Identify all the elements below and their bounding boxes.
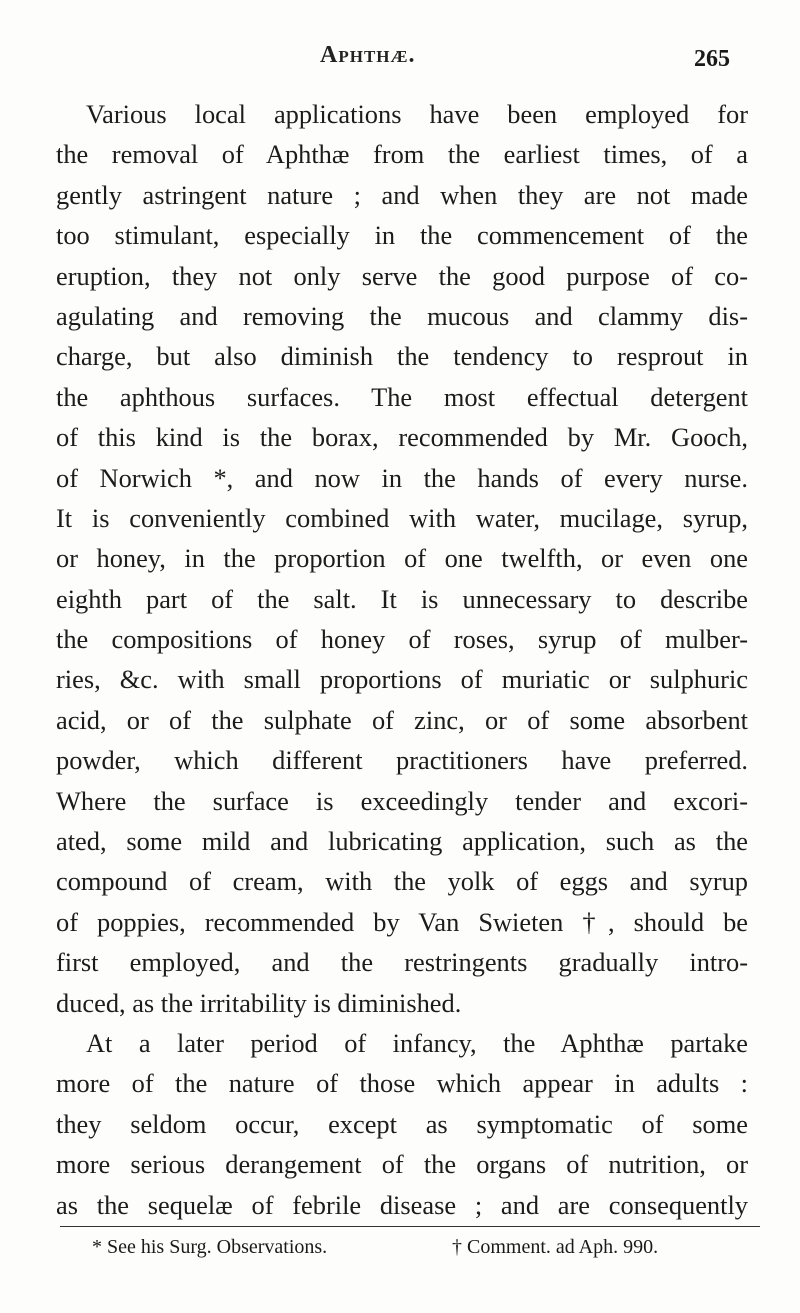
text-line: as the sequelæ of febrile disease ; and are consequently <box>56 1189 748 1220</box>
text-line: Where the surface is exceedingly tender and excori- <box>56 785 748 816</box>
body-text <box>56 94 748 1225</box>
text-line: gently astringent nature ; and when they are not made <box>56 179 748 210</box>
footnote-asterisk: * See his Surg. Observations. <box>92 1236 328 1258</box>
text-line: of Norwich *, and now in the hands of every nurse. <box>56 462 748 493</box>
text-line: more of the nature of those which appear in adults : <box>56 1068 748 1099</box>
text-line: or honey, in the proportion of one twelfth, or even one <box>56 543 748 574</box>
text-line: the aphthous surfaces. The most effectual detergent <box>56 381 748 412</box>
text-line: too stimulant, especially in the commencement of the <box>56 220 748 251</box>
text-line: ated, some mild and lubricating application, such as the <box>56 826 748 857</box>
text-line: the removal of Aphthæ from the earliest times, of a <box>56 139 748 170</box>
text-line: eighth part of the salt. It is unnecessary to describe <box>56 583 748 614</box>
footnotes <box>0 1236 800 1272</box>
text-line: acid, or of the sulphate of zinc, or of some absorbent <box>56 704 748 735</box>
text-line: ries, &c. with small proportions of muriatic or sulphuric <box>56 664 748 695</box>
running-title: Aphthæ. <box>320 42 416 68</box>
paragraph-2 <box>56 1023 748 1225</box>
text-line: they seldom occur, except as symptomatic of some <box>56 1108 748 1139</box>
text-line: the compositions of honey of roses, syrup of mulber- <box>56 624 748 655</box>
text-line: It is conveniently combined with water, mucilage, syrup, <box>56 502 748 533</box>
text-line: more serious derangement of the organs of nutrition, or <box>56 1149 748 1180</box>
text-line: of poppies, recommended by Van Swieten †, should be <box>56 906 748 937</box>
text-line: charge, but also diminish the tendency to resprout in <box>56 341 748 372</box>
text-line: eruption, they not only serve the good purpose of co- <box>56 260 748 291</box>
text-line: Various local applications have been employed for <box>86 99 748 129</box>
footnote-dagger: † Comment. ad Aph. 990. <box>452 1236 659 1258</box>
paragraph-1 <box>56 94 748 1023</box>
text-line: agulating and removing the mucous and clammy dis- <box>56 300 748 331</box>
text-line: compound of cream, with the yolk of eggs and syrup <box>56 866 748 897</box>
page-number: 265 <box>694 46 730 72</box>
text-line: first employed, and the restringents gradually intro- <box>56 947 748 978</box>
running-head <box>0 42 800 82</box>
text-line: powder, which different practitioners have preferred. <box>56 745 748 776</box>
text-line: of this kind is the borax, recommended by Mr. Gooch, <box>56 422 748 453</box>
text-line: duced, as the irritability is diminished. <box>56 987 462 1018</box>
footnote-rule <box>60 1226 760 1227</box>
text-line: At a later period of infancy, the Aphthæ partake <box>86 1027 748 1058</box>
